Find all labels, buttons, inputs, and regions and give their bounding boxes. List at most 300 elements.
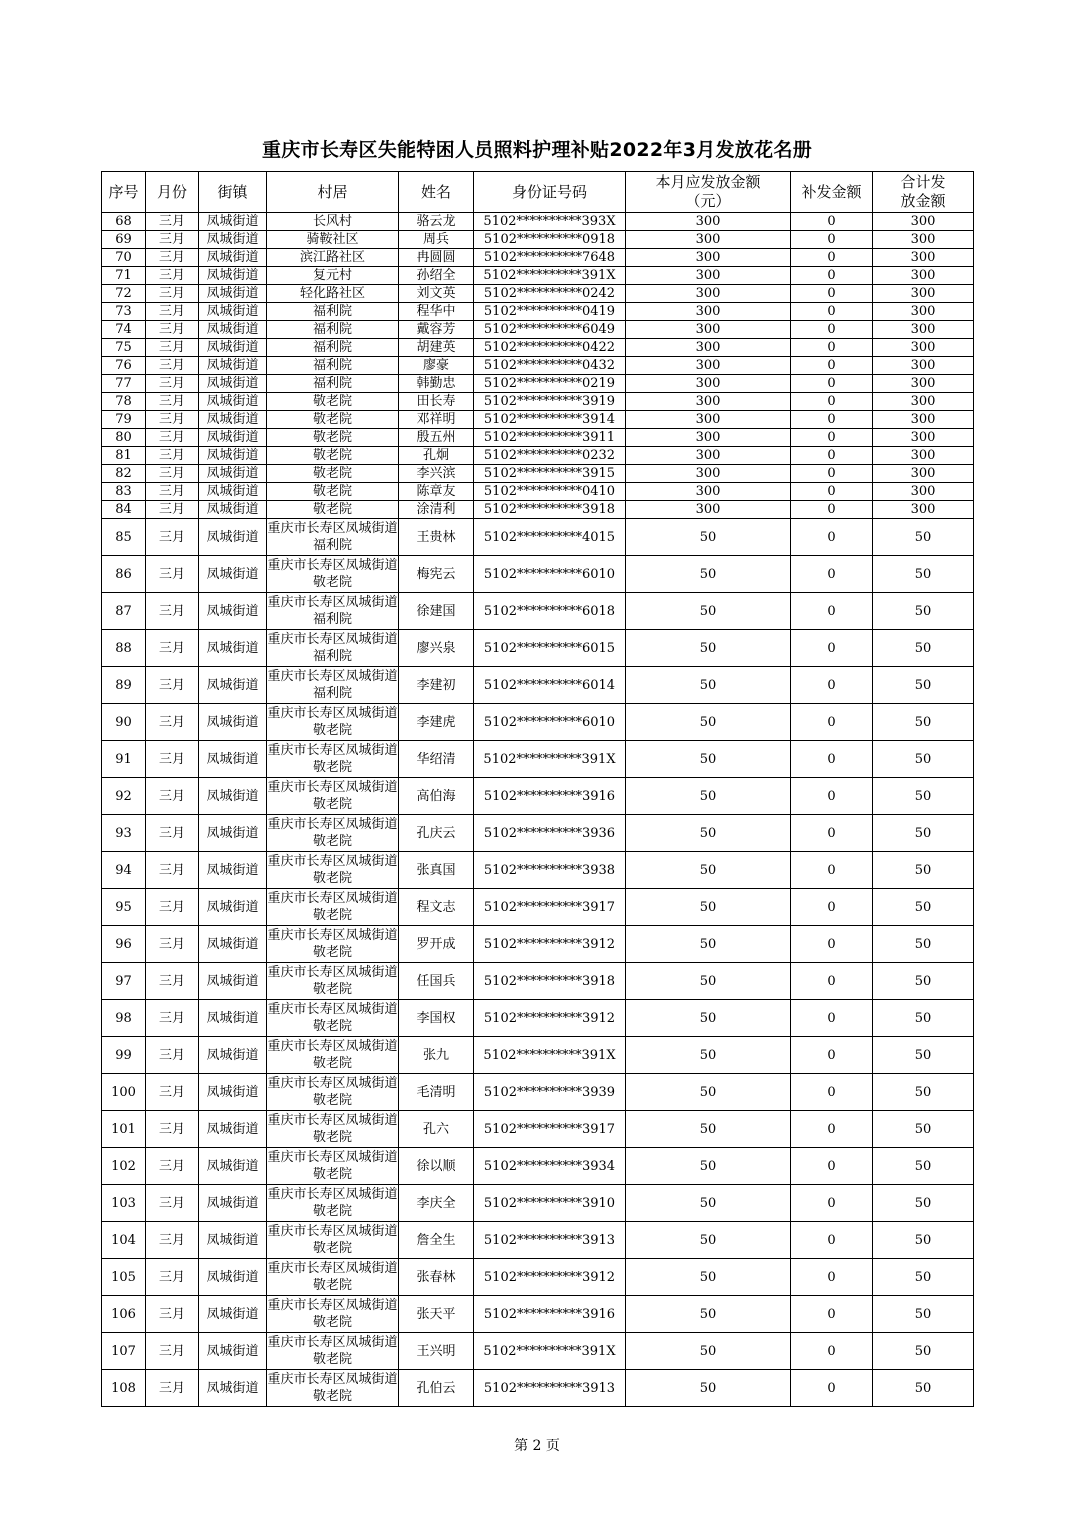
row-reissue: 0 bbox=[791, 429, 873, 447]
table-row bbox=[102, 483, 974, 501]
table-row bbox=[102, 213, 974, 231]
row-total: 300 bbox=[873, 303, 974, 321]
row-name: 程文志 bbox=[399, 889, 474, 926]
row-amount: 50 bbox=[626, 1111, 791, 1148]
row-total: 50 bbox=[873, 1037, 974, 1074]
row-town: 凤城街道 bbox=[199, 501, 267, 519]
table-row bbox=[102, 630, 974, 667]
row-amount: 300 bbox=[626, 267, 791, 285]
row-no: 94 bbox=[102, 852, 146, 889]
row-amount: 300 bbox=[626, 429, 791, 447]
row-id-number: 5102**********3911 bbox=[474, 429, 626, 447]
row-id-number: 5102**********0419 bbox=[474, 303, 626, 321]
row-month: 三月 bbox=[146, 1111, 199, 1148]
table-row bbox=[102, 321, 974, 339]
table-row bbox=[102, 1074, 974, 1111]
row-month: 三月 bbox=[146, 447, 199, 465]
row-amount: 50 bbox=[626, 1370, 791, 1407]
table-row bbox=[102, 465, 974, 483]
row-reissue: 0 bbox=[791, 593, 873, 630]
row-no: 81 bbox=[102, 447, 146, 465]
row-id-number: 5102**********6049 bbox=[474, 321, 626, 339]
row-total: 50 bbox=[873, 1333, 974, 1370]
row-town: 凤城街道 bbox=[199, 411, 267, 429]
row-name: 韩勤忠 bbox=[399, 375, 474, 393]
row-reissue: 0 bbox=[791, 815, 873, 852]
header-village: 村居 bbox=[267, 172, 399, 213]
row-village: 重庆市长寿区凤城街道敬老院 bbox=[267, 1222, 399, 1259]
row-amount: 300 bbox=[626, 213, 791, 231]
row-total: 50 bbox=[873, 1148, 974, 1185]
row-month: 三月 bbox=[146, 556, 199, 593]
table-row bbox=[102, 303, 974, 321]
row-total: 50 bbox=[873, 630, 974, 667]
row-name: 张九 bbox=[399, 1037, 474, 1074]
row-village: 重庆市长寿区凤城街道敬老院 bbox=[267, 1148, 399, 1185]
row-town: 凤城街道 bbox=[199, 231, 267, 249]
row-town: 凤城街道 bbox=[199, 1074, 267, 1111]
table-row bbox=[102, 447, 974, 465]
row-id-number: 5102**********0219 bbox=[474, 375, 626, 393]
row-village: 重庆市长寿区凤城街道福利院 bbox=[267, 630, 399, 667]
row-village: 福利院 bbox=[267, 321, 399, 339]
row-reissue: 0 bbox=[791, 1370, 873, 1407]
row-total: 50 bbox=[873, 593, 974, 630]
row-total: 50 bbox=[873, 1259, 974, 1296]
row-total: 300 bbox=[873, 213, 974, 231]
row-amount: 50 bbox=[626, 1000, 791, 1037]
row-village: 重庆市长寿区凤城街道敬老院 bbox=[267, 1074, 399, 1111]
row-amount: 50 bbox=[626, 926, 791, 963]
row-town: 凤城街道 bbox=[199, 339, 267, 357]
row-name: 王兴明 bbox=[399, 1333, 474, 1370]
row-village: 重庆市长寿区凤城街道福利院 bbox=[267, 519, 399, 556]
row-id-number: 5102**********3912 bbox=[474, 926, 626, 963]
table-row bbox=[102, 249, 974, 267]
row-amount: 50 bbox=[626, 519, 791, 556]
row-name: 田长寿 bbox=[399, 393, 474, 411]
table-row bbox=[102, 519, 974, 556]
row-reissue: 0 bbox=[791, 357, 873, 375]
row-reissue: 0 bbox=[791, 285, 873, 303]
row-town: 凤城街道 bbox=[199, 1148, 267, 1185]
row-id-number: 5102**********3916 bbox=[474, 1296, 626, 1333]
row-name: 高伯海 bbox=[399, 778, 474, 815]
row-amount: 300 bbox=[626, 249, 791, 267]
row-month: 三月 bbox=[146, 1296, 199, 1333]
row-amount: 50 bbox=[626, 1222, 791, 1259]
row-name: 罗开成 bbox=[399, 926, 474, 963]
row-amount: 50 bbox=[626, 1074, 791, 1111]
row-village: 重庆市长寿区凤城街道敬老院 bbox=[267, 1185, 399, 1222]
row-village: 重庆市长寿区凤城街道敬老院 bbox=[267, 704, 399, 741]
row-town: 凤城街道 bbox=[199, 1185, 267, 1222]
row-village: 骑鞍社区 bbox=[267, 231, 399, 249]
row-amount: 50 bbox=[626, 1259, 791, 1296]
row-town: 凤城街道 bbox=[199, 393, 267, 411]
row-total: 300 bbox=[873, 321, 974, 339]
row-id-number: 5102**********3936 bbox=[474, 815, 626, 852]
row-reissue: 0 bbox=[791, 667, 873, 704]
row-amount: 300 bbox=[626, 285, 791, 303]
row-town: 凤城街道 bbox=[199, 213, 267, 231]
row-town: 凤城街道 bbox=[199, 852, 267, 889]
row-reissue: 0 bbox=[791, 1074, 873, 1111]
row-month: 三月 bbox=[146, 1259, 199, 1296]
header-name: 姓名 bbox=[399, 172, 474, 213]
row-village: 福利院 bbox=[267, 303, 399, 321]
row-no: 74 bbox=[102, 321, 146, 339]
row-no: 85 bbox=[102, 519, 146, 556]
row-no: 107 bbox=[102, 1333, 146, 1370]
row-amount: 300 bbox=[626, 303, 791, 321]
row-name: 刘文英 bbox=[399, 285, 474, 303]
row-month: 三月 bbox=[146, 321, 199, 339]
row-village: 重庆市长寿区凤城街道敬老院 bbox=[267, 963, 399, 1000]
row-town: 凤城街道 bbox=[199, 375, 267, 393]
row-id-number: 5102**********6015 bbox=[474, 630, 626, 667]
row-reissue: 0 bbox=[791, 741, 873, 778]
row-name: 廖豪 bbox=[399, 357, 474, 375]
row-town: 凤城街道 bbox=[199, 429, 267, 447]
row-reissue: 0 bbox=[791, 556, 873, 593]
table-row bbox=[102, 556, 974, 593]
row-no: 100 bbox=[102, 1074, 146, 1111]
row-month: 三月 bbox=[146, 393, 199, 411]
row-id-number: 5102**********3917 bbox=[474, 889, 626, 926]
header-town: 街镇 bbox=[199, 172, 267, 213]
row-id-number: 5102**********3918 bbox=[474, 963, 626, 1000]
row-town: 凤城街道 bbox=[199, 1037, 267, 1074]
row-id-number: 5102**********0918 bbox=[474, 231, 626, 249]
row-reissue: 0 bbox=[791, 778, 873, 815]
row-id-number: 5102**********3939 bbox=[474, 1074, 626, 1111]
row-village: 重庆市长寿区凤城街道福利院 bbox=[267, 593, 399, 630]
row-village: 重庆市长寿区凤城街道敬老院 bbox=[267, 556, 399, 593]
row-id-number: 5102**********7648 bbox=[474, 249, 626, 267]
table-row bbox=[102, 593, 974, 630]
row-id-number: 5102**********6014 bbox=[474, 667, 626, 704]
row-village: 福利院 bbox=[267, 357, 399, 375]
row-reissue: 0 bbox=[791, 1000, 873, 1037]
row-total: 50 bbox=[873, 889, 974, 926]
row-amount: 50 bbox=[626, 1333, 791, 1370]
row-village: 重庆市长寿区凤城街道敬老院 bbox=[267, 1000, 399, 1037]
row-village: 重庆市长寿区凤城街道敬老院 bbox=[267, 1111, 399, 1148]
row-amount: 300 bbox=[626, 447, 791, 465]
row-month: 三月 bbox=[146, 519, 199, 556]
row-name: 孔伯云 bbox=[399, 1370, 474, 1407]
row-town: 凤城街道 bbox=[199, 249, 267, 267]
row-no: 79 bbox=[102, 411, 146, 429]
page-title: 重庆市长寿区失能特困人员照料护理补贴2022年3月发放花名册 bbox=[261, 139, 813, 161]
row-total: 300 bbox=[873, 339, 974, 357]
row-name: 张春林 bbox=[399, 1259, 474, 1296]
row-amount: 50 bbox=[626, 852, 791, 889]
row-name: 孔六 bbox=[399, 1111, 474, 1148]
row-amount: 50 bbox=[626, 556, 791, 593]
row-village: 敬老院 bbox=[267, 465, 399, 483]
table-row bbox=[102, 815, 974, 852]
row-name: 胡建英 bbox=[399, 339, 474, 357]
table-row bbox=[102, 339, 974, 357]
row-town: 凤城街道 bbox=[199, 519, 267, 556]
row-id-number: 5102**********0432 bbox=[474, 357, 626, 375]
row-id-number: 5102**********391X bbox=[474, 741, 626, 778]
row-name: 李国权 bbox=[399, 1000, 474, 1037]
row-name: 李建虎 bbox=[399, 704, 474, 741]
table-row bbox=[102, 667, 974, 704]
row-total: 50 bbox=[873, 778, 974, 815]
row-no: 75 bbox=[102, 339, 146, 357]
row-month: 三月 bbox=[146, 483, 199, 501]
row-village: 重庆市长寿区凤城街道福利院 bbox=[267, 667, 399, 704]
row-village: 敬老院 bbox=[267, 393, 399, 411]
row-reissue: 0 bbox=[791, 1148, 873, 1185]
row-month: 三月 bbox=[146, 741, 199, 778]
row-no: 91 bbox=[102, 741, 146, 778]
row-month: 三月 bbox=[146, 815, 199, 852]
row-amount: 50 bbox=[626, 1296, 791, 1333]
row-total: 50 bbox=[873, 1074, 974, 1111]
row-id-number: 5102**********3914 bbox=[474, 411, 626, 429]
row-no: 88 bbox=[102, 630, 146, 667]
row-amount: 50 bbox=[626, 741, 791, 778]
row-total: 300 bbox=[873, 249, 974, 267]
row-amount: 300 bbox=[626, 411, 791, 429]
row-town: 凤城街道 bbox=[199, 357, 267, 375]
row-name: 李庆全 bbox=[399, 1185, 474, 1222]
row-total: 50 bbox=[873, 926, 974, 963]
row-total: 300 bbox=[873, 447, 974, 465]
row-reissue: 0 bbox=[791, 249, 873, 267]
row-id-number: 5102**********393X bbox=[474, 213, 626, 231]
row-total: 50 bbox=[873, 519, 974, 556]
row-no: 68 bbox=[102, 213, 146, 231]
row-reissue: 0 bbox=[791, 926, 873, 963]
row-amount: 300 bbox=[626, 357, 791, 375]
row-no: 69 bbox=[102, 231, 146, 249]
row-no: 104 bbox=[102, 1222, 146, 1259]
row-town: 凤城街道 bbox=[199, 267, 267, 285]
row-amount: 300 bbox=[626, 231, 791, 249]
row-village: 重庆市长寿区凤城街道敬老院 bbox=[267, 1259, 399, 1296]
row-id-number: 5102**********3912 bbox=[474, 1259, 626, 1296]
row-name: 徐以顺 bbox=[399, 1148, 474, 1185]
row-month: 三月 bbox=[146, 1037, 199, 1074]
row-reissue: 0 bbox=[791, 704, 873, 741]
row-total: 50 bbox=[873, 1370, 974, 1407]
row-village: 轻化路社区 bbox=[267, 285, 399, 303]
row-month: 三月 bbox=[146, 249, 199, 267]
row-town: 凤城街道 bbox=[199, 303, 267, 321]
row-month: 三月 bbox=[146, 303, 199, 321]
row-no: 72 bbox=[102, 285, 146, 303]
row-month: 三月 bbox=[146, 213, 199, 231]
row-no: 78 bbox=[102, 393, 146, 411]
row-reissue: 0 bbox=[791, 501, 873, 519]
row-total: 50 bbox=[873, 1185, 974, 1222]
row-month: 三月 bbox=[146, 1370, 199, 1407]
row-month: 三月 bbox=[146, 231, 199, 249]
row-village: 重庆市长寿区凤城街道敬老院 bbox=[267, 852, 399, 889]
row-month: 三月 bbox=[146, 339, 199, 357]
row-no: 92 bbox=[102, 778, 146, 815]
row-name: 涂清利 bbox=[399, 501, 474, 519]
row-name: 毛清明 bbox=[399, 1074, 474, 1111]
row-name: 程华中 bbox=[399, 303, 474, 321]
row-name: 孔炯 bbox=[399, 447, 474, 465]
row-village: 重庆市长寿区凤城街道敬老院 bbox=[267, 778, 399, 815]
row-village: 重庆市长寿区凤城街道敬老院 bbox=[267, 1037, 399, 1074]
row-village: 重庆市长寿区凤城街道敬老院 bbox=[267, 889, 399, 926]
row-reissue: 0 bbox=[791, 483, 873, 501]
row-no: 80 bbox=[102, 429, 146, 447]
row-total: 50 bbox=[873, 1222, 974, 1259]
row-village: 复元村 bbox=[267, 267, 399, 285]
row-total: 50 bbox=[873, 704, 974, 741]
row-id-number: 5102**********0410 bbox=[474, 483, 626, 501]
row-amount: 50 bbox=[626, 593, 791, 630]
row-total: 300 bbox=[873, 285, 974, 303]
row-name: 戴容芳 bbox=[399, 321, 474, 339]
row-town: 凤城街道 bbox=[199, 1370, 267, 1407]
row-id-number: 5102**********391X bbox=[474, 1333, 626, 1370]
row-name: 徐建国 bbox=[399, 593, 474, 630]
row-total: 300 bbox=[873, 267, 974, 285]
row-village: 敬老院 bbox=[267, 483, 399, 501]
row-id-number: 5102**********391X bbox=[474, 1037, 626, 1074]
row-village: 长风村 bbox=[267, 213, 399, 231]
row-reissue: 0 bbox=[791, 267, 873, 285]
row-amount: 50 bbox=[626, 667, 791, 704]
table-row bbox=[102, 231, 974, 249]
row-town: 凤城街道 bbox=[199, 1222, 267, 1259]
row-town: 凤城街道 bbox=[199, 1111, 267, 1148]
row-total: 300 bbox=[873, 375, 974, 393]
row-town: 凤城街道 bbox=[199, 447, 267, 465]
row-town: 凤城街道 bbox=[199, 815, 267, 852]
row-id-number: 5102**********391X bbox=[474, 267, 626, 285]
row-name: 王贵林 bbox=[399, 519, 474, 556]
row-reissue: 0 bbox=[791, 213, 873, 231]
table-row bbox=[102, 1259, 974, 1296]
row-month: 三月 bbox=[146, 630, 199, 667]
row-town: 凤城街道 bbox=[199, 704, 267, 741]
row-reissue: 0 bbox=[791, 303, 873, 321]
row-id-number: 5102**********6010 bbox=[474, 556, 626, 593]
row-id-number: 5102**********3916 bbox=[474, 778, 626, 815]
header-amount bbox=[626, 172, 791, 213]
row-amount: 50 bbox=[626, 1148, 791, 1185]
row-town: 凤城街道 bbox=[199, 556, 267, 593]
row-name: 周兵 bbox=[399, 231, 474, 249]
row-amount: 300 bbox=[626, 483, 791, 501]
row-month: 三月 bbox=[146, 593, 199, 630]
row-amount: 300 bbox=[626, 465, 791, 483]
row-total: 50 bbox=[873, 963, 974, 1000]
row-town: 凤城街道 bbox=[199, 1000, 267, 1037]
row-month: 三月 bbox=[146, 357, 199, 375]
header-month: 月份 bbox=[146, 172, 199, 213]
row-total: 50 bbox=[873, 852, 974, 889]
row-name: 邓祥明 bbox=[399, 411, 474, 429]
table-row bbox=[102, 778, 974, 815]
row-village: 敬老院 bbox=[267, 501, 399, 519]
row-total: 300 bbox=[873, 429, 974, 447]
row-total: 50 bbox=[873, 667, 974, 704]
row-name: 孙绍全 bbox=[399, 267, 474, 285]
row-town: 凤城街道 bbox=[199, 667, 267, 704]
table-row bbox=[102, 1000, 974, 1037]
row-no: 71 bbox=[102, 267, 146, 285]
row-total: 50 bbox=[873, 1000, 974, 1037]
row-month: 三月 bbox=[146, 267, 199, 285]
row-name: 张真国 bbox=[399, 852, 474, 889]
table-row bbox=[102, 285, 974, 303]
table-header-row bbox=[102, 172, 974, 213]
row-no: 97 bbox=[102, 963, 146, 1000]
row-total: 50 bbox=[873, 741, 974, 778]
row-town: 凤城街道 bbox=[199, 465, 267, 483]
row-no: 95 bbox=[102, 889, 146, 926]
table-row bbox=[102, 501, 974, 519]
row-no: 83 bbox=[102, 483, 146, 501]
row-reissue: 0 bbox=[791, 963, 873, 1000]
row-amount: 300 bbox=[626, 339, 791, 357]
row-town: 凤城街道 bbox=[199, 1259, 267, 1296]
row-month: 三月 bbox=[146, 1222, 199, 1259]
row-total: 300 bbox=[873, 393, 974, 411]
row-village: 重庆市长寿区凤城街道敬老院 bbox=[267, 1296, 399, 1333]
row-id-number: 5102**********3938 bbox=[474, 852, 626, 889]
row-reissue: 0 bbox=[791, 375, 873, 393]
row-total: 300 bbox=[873, 411, 974, 429]
row-town: 凤城街道 bbox=[199, 321, 267, 339]
row-town: 凤城街道 bbox=[199, 593, 267, 630]
roster-table bbox=[101, 171, 974, 1407]
row-month: 三月 bbox=[146, 704, 199, 741]
row-town: 凤城街道 bbox=[199, 1333, 267, 1370]
row-id-number: 5102**********3918 bbox=[474, 501, 626, 519]
row-month: 三月 bbox=[146, 1185, 199, 1222]
row-reissue: 0 bbox=[791, 889, 873, 926]
table-row bbox=[102, 1222, 974, 1259]
row-village: 重庆市长寿区凤城街道敬老院 bbox=[267, 815, 399, 852]
row-town: 凤城街道 bbox=[199, 1296, 267, 1333]
row-total: 50 bbox=[873, 556, 974, 593]
row-month: 三月 bbox=[146, 926, 199, 963]
row-name: 张天平 bbox=[399, 1296, 474, 1333]
row-amount: 50 bbox=[626, 778, 791, 815]
row-reissue: 0 bbox=[791, 1333, 873, 1370]
row-village: 重庆市长寿区凤城街道敬老院 bbox=[267, 741, 399, 778]
row-no: 90 bbox=[102, 704, 146, 741]
table-row bbox=[102, 1148, 974, 1185]
row-town: 凤城街道 bbox=[199, 285, 267, 303]
row-total: 50 bbox=[873, 815, 974, 852]
row-id-number: 5102**********3917 bbox=[474, 1111, 626, 1148]
row-village: 敬老院 bbox=[267, 429, 399, 447]
row-month: 三月 bbox=[146, 465, 199, 483]
table-row bbox=[102, 267, 974, 285]
row-village: 重庆市长寿区凤城街道敬老院 bbox=[267, 1370, 399, 1407]
row-total: 50 bbox=[873, 1296, 974, 1333]
row-reissue: 0 bbox=[791, 465, 873, 483]
row-month: 三月 bbox=[146, 501, 199, 519]
row-no: 101 bbox=[102, 1111, 146, 1148]
row-town: 凤城街道 bbox=[199, 778, 267, 815]
